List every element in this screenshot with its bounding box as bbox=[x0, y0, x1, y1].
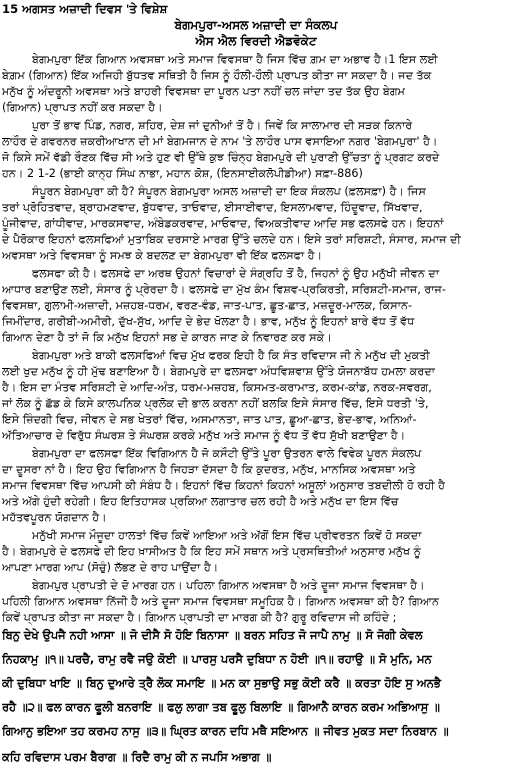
body-line: ਮਨੁੱਖ ਨੂੰ ਅੰਦਰੂਨੀ ਅਵਸਥਾ ਅਤੇ ਬਾਹਰੀ ਵਿਵਸਥਾ ਦਾ ਪੂਰਨ ਪਤਾ ਨਹੀਂ ਚਲ ਜਾਂਦਾ ਤਦ ਤੱਕ ਉਹ ਬੇਗਮ bbox=[2, 85, 405, 98]
body-line: ਬੇਗਮਪੁਰ ਪ੍ਰਾਪਤੀ ਦੇ ਦੋ ਮਾਰਗ ਹਨ। ਪਹਿਲਾ ਗਿਆਨ ਅਵਸਥਾ ਹੈ ਅਤੇ ਦੂਜਾ ਸਮਾਜ ਵਿਵਸਥਾ ਹੈ। bbox=[32, 579, 425, 592]
verse-line: ਕਹਿ ਰਵਿਦਾਸ ਪਰਮ ਬੈਰਾਗ ॥ ਰਿਦੈ ਰਾਮੁ ਕੀ ਨ ਜਪਸਿ ਅਭਾਗ ॥ bbox=[2, 750, 272, 764]
body-line: ਵਿਵਸਥਾ, ਗੁਲਾਮੀ-ਅਜ਼ਾਦੀ, ਮਜ਼ਹਬ-ਧਰਮ, ਵਰਣ-ਵੰਡ, ਜਾਤ-ਪਾਤ, ਛੂਤ-ਛਾਤ, ਮਜ਼ਦੂਰ-ਮਾਲਕ, ਕਿਸਾਨ- bbox=[2, 299, 412, 312]
body-line: ਹਨ। 2 1-2 (ਭਾਈ ਕਾਨ੍ਹ ਸਿੰਘ ਨਾਭਾ, ਮਹਾਨ ਕੋਸ਼, (ਇਨਸਾਈਕਲੋਪੀਡੀਆ) ਸਫ਼ਾ-886) bbox=[2, 167, 363, 180]
body-line: ਸੰਪੂਰਨ ਬੇਗਮਪੁਰਾ ਕੀ ਹੈ? ਸੰਪੂਰਨ ਬੇਗਮਪੁਰਾ ਅਸਲ ਅਜ਼ਾਦੀ ਦਾ ਇਕ ਸੰਕਲਪ (ਫ਼ਲਸਫ਼ਾ) ਹੈ। ਜਿਸ bbox=[32, 185, 426, 198]
body-line: ਤਰਾਂ ਪ੍ਰੋਹਿਤਵਾਦ, ਬ੍ਰਾਹਮਣਵਾਦ, ਬੁੱਧਵਾਦ, ਤਾਓਵਾਦ, ਈਸਾਈਵਾਦ, ਇਸਲਾਮਵਾਦ, ਹਿੰਦੂਵਾਦ, ਸਿੱਖਵਾਦ, bbox=[2, 201, 423, 214]
body-line: ਅੱਤਿਆਚਾਰ ਦੇ ਵਿਰੁੱਧ ਸੰਘਰਸ਼ ਤੇ ਸੰਘਰਸ਼ ਕਰਕੇ ਮਨੁੱਖ ਅਤੇ ਸਮਾਜ ਨੂੰ ਵੱਧ ਤੋਂ ਵੱਧ ਸੁੱਖੀ ਬਣਾਉਣਾ ਹੈ। bbox=[2, 429, 406, 442]
body-line: ਮਹੱਤਵਪੂਰਨ ਯੋਗਦਾਨ ਹੈ। bbox=[2, 511, 107, 524]
body-line: ਲਈ ਖੁਦ ਮਨੁੱਖ ਨੂੰ ਹੀ ਮੁੱਢ ਬਣਾਇਆ ਹੈ। ਬੇਗਮਪੁਰੇ ਦਾ ਫਲਸਫਾ ਅੰਧਵਿਸ਼ਵਾਸ਼ ਉੱਤੇ ਯੋਜਨਾਬੱਧ ਹਮਲਾ ਕਰਦਾ bbox=[2, 365, 435, 378]
body-line: ਆਧਾਰ ਬਣਾਉਣ ਲਈ, ਸੰਸਾਰ ਨੂੰ ਪ੍ਰੇਰਦਾ ਹੈ। ਫਲਸਫੇ ਦਾ ਮੁੱਖ ਕੰਮ ਵਿਸ਼ਵ-ਪ੍ਰਕਿਰਤੀ, ਸਰਿਸ਼ਟੀ-ਸਮਾਜ, ਰਾਜ- bbox=[2, 283, 446, 296]
body-line: ਇਸੇ ਜ਼ਿੰਦਗੀ ਵਿਚ, ਜੀਵਨ ਦੇ ਸਭ ਖੇਤਰਾਂ ਵਿੱਚ, ਅਸਮਾਨਤਾ, ਜਾਤ ਪਾਤ, ਛੂਆ-ਛਾਤ, ਭੇਦ-ਭਾਵ, ਅਨਿਆਂ- bbox=[2, 413, 417, 426]
body-line: ਬੇਗਮਪੁਰਾ ਇੱਕ ਗਿਆਨ ਅਵਸਥਾ ਅਤੇ ਸਮਾਜ ਵਿਵਸਥਾ ਹੈ ਜਿਸ ਵਿੱਚ ਗ਼ਮ ਦਾ ਅਭਾਵ ਹੈ।1 ਇਸ ਲਈ bbox=[32, 53, 438, 66]
body-line: ਕਿਵੇਂ ਪ੍ਰਾਪਤ ਕੀਤਾ ਜਾ ਸਕਦਾ ਹੈ। ਗਿਆਨ ਪ੍ਰਾਪਤੀ ਦਾ ਮਾਰਗ ਕੀ ਹੈ? ਗੁਰੂ ਰਵਿਦਾਸ ਜੀ ਕਹਿੰਦੇ ; bbox=[2, 611, 397, 624]
body-line: ਲਾਹੌਰ ਦੇ ਗਵਰਨਰ ਜ਼ਕਰੀਆਖਾਨ ਦੀ ਮਾਂ ਬੇਗਮਜਾਨ ਦੇ ਨਾਮ 'ਤੇ ਲਾਹੌਰ ਪਾਸ ਵਸਾਇਆ ਨਗਰ 'ਬੇਗਮਪੁਰਾ' ਹੈ। bbox=[2, 135, 438, 148]
body-line: ਪੂੰਜੀਵਾਦ, ਗਾਂਧੀਵਾਦ, ਮਾਰਕਸਵਾਦ, ਅੰਬੇਡਕਰਵਾਦ, ਮਾਓਵਾਦ, ਵਿਅਕਤੀਵਾਦ ਆਦਿ ਸਭ ਫਲਸਫੇ ਹਨ। ਇਹਨਾਂ bbox=[2, 217, 444, 230]
body-line: ਆਪਣਾ ਮਾਰਗ ਆਪ (ਸੋਚੁੰ) ਲੱਭਣ ਦੇ ਰਾਹ ਪਾਉਂਦਾ ਹੈ। bbox=[2, 561, 219, 574]
verse-line: ਬਿਨੁ ਦੇਖੇ ਉਪਜੈ ਨਹੀ ਆਸਾ ॥ ਜੋ ਦੀਸੈ ਸੋ ਹੋਇ ਬਿਨਾਸਾ ॥ ਬਰਨ ਸਹਿਤ ਜੋ ਜਾਪੈ ਨਾਮੁ ॥ ਸੋ ਜੋਗੀ ਕੇਵਲ bbox=[2, 628, 423, 642]
article-title: ਬੇਗਮਪੁਰਾ-ਅਸਲ ਅਜ਼ਾਦੀ ਦਾ ਸੰਕਲਪ bbox=[174, 18, 338, 32]
body-line: ਜੋ ਕਿਸੇ ਸਮੇਂ ਵੱਡੀ ਰੌਣਕ ਵਿੱਚ ਸੀ ਅਤੇ ਹੁਣ ਵੀ ਉੱਥੇ ਕੁਝ ਚਿੰਨ੍ਹ ਬੇਗਮਪੁਰੇ ਦੀ ਪੁਰਾਣੀ ਉੱਚਤਾ ਨੂੰ ਪ੍ਰਗਟ ਕਰਦੇ bbox=[2, 151, 440, 164]
body-line: ਬੇਗ਼ਮ (ਗਿਆਨ) ਇੱਕ ਅਜਿਹੀ ਬੁੱਧਤਵ ਸਥਿਤੀ ਹੈ ਜਿਸ ਨੂੰ ਹੌਲੀ-ਹੌਲੀ ਪ੍ਰਾਪਤ ਕੀਤਾ ਜਾ ਸਕਦਾ ਹੈ। ਜਦ ਤੱਕ bbox=[2, 69, 432, 82]
body-line: ਅਵਸਥਾ ਅਤੇ ਵਿਵਸਥਾ ਨੂੰ ਸਮਝ ਕੇ ਬਦਲਣ ਦਾ ਬੇਗਮਪੁਰਾ ਵੀ ਇੱਕ ਫਲਸਫਾ ਹੈ। bbox=[2, 249, 323, 262]
body-line: ਅਤੇ ਅੱਗੇ ਹੁੰਦੀ ਰਹੇਗੀ। ਇਹ ਇਤਿਹਾਸਕ ਪ੍ਰਕਿਆ ਲਗਾਤਾਰ ਚਲ ਰਹੀ ਹੈ ਅਤੇ ਮਨੁੱਖ ਦਾ ਇਸ ਵਿੱਚ bbox=[2, 495, 399, 508]
author-line: ਐਸ ਐਲ ਵਿਰਦੀ ਐਡਵੋਕੇਟ bbox=[195, 34, 317, 48]
verse-line: ਰਹੈ ॥੨॥ ਫਲ ਕਾਰਨ ਫੂਲੀ ਬਨਰਾਇ ॥ ਫਲੁ ਲਾਗਾ ਤਬ ਫੂਲੁ ਬਿਲਾਇ ॥ ਗਿਆਨੈ ਕਾਰਨ ਕਰਮ ਅਭਿਆਸੁ ॥ bbox=[2, 700, 440, 714]
body-line: ਦੇ ਪੈਰੋਕਾਰ ਇਹਨਾਂ ਫਲਸਫਿਆਂ ਮੁਤਾਬਿਕ ਦਰਸਾਏ ਮਾਰਗ ਉੱਤੇ ਚਲਦੇ ਹਨ। ਇਸੇ ਤਰਾਂ ਸਰਿਸ਼ਟੀ, ਸੰਸਾਰ, ਸਮਾਜ ਦੀ bbox=[2, 233, 461, 246]
body-line: ਬੇਗਮਪੁਰਾ ਅਤੇ ਬਾਕੀ ਫਲਸਫਿਆਂ ਵਿਚ ਮੁੱਖ ਫਰਕ ਇਹੀ ਹੈ ਕਿ ਸੰਤ ਰਵਿਦਾਸ ਜੀ ਨੇ ਮਨੁੱਖ ਦੀ ਮੁਕਤੀ bbox=[32, 349, 430, 362]
body-line: ਫਲਸਫਾ ਕੀ ਹੈ। ਫਲਸਫੇ ਦਾ ਅਰਥ ਉਹਨਾਂ ਵਿਚਾਰਾਂ ਦੇ ਸੰਗ੍ਰਹਿ ਤੋਂ ਹੈ, ਜਿਹਨਾਂ ਨੂੰ ਉਹ ਮਨੁੱਖੀ ਜੀਵਨ ਦਾ bbox=[32, 267, 440, 280]
body-line: ਬੇਗਮਪੁਰਾ ਦਾ ਫਲਸਫਾ ਇੱਕ ਵਿਗਿਆਨ ਹੈ ਜੋ ਕਸੌਟੀ ਉੱਤੇ ਪੂਰਾ ਉਤਰਨ ਵਾਲੇ ਵਿਵੇਕ ਪੂਰਨ ਸੰਕਲਪ bbox=[32, 447, 422, 460]
body-line: ਹੈ। ਇਸ ਦਾ ਮੰਤਵ ਸਰਿਸ਼ਟੀ ਦੇ ਆਦਿ-ਅੰਤ, ਧਰਮ-ਮਜ਼ਹਬ, ਕਿਸਮਤ-ਕਰਾਮਾਤ, ਕਰਮ-ਕਾਂਡ, ਨਰਕ-ਸਵਰਗ, bbox=[2, 381, 432, 394]
verse-line: ਗਿਆਨੁ ਭਇਆ ਤਹ ਕਰਮਹ ਨਾਸੁ ॥੩॥ ਘ੍ਰਿਤ ਕਾਰਨ ਦਧਿ ਮਥੈ ਸਇਆਨ ॥ ਜੀਵਤ ਮੁਕਤ ਸਦਾ ਨਿਰਬਾਨ ॥ bbox=[2, 724, 449, 738]
verse-line: ਕੀ ਦੁਬਿਧਾ ਖਾਇ ॥ ਬਿਨੁ ਦੁਆਰੇ ਤ੍ਰੈ ਲੋਕ ਸਮਾਇ ॥ ਮਨ ਕਾ ਸੁਭਾਉ ਸਭੁ ਕੋਈ ਕਰੈ ॥ ਕਰਤਾ ਹੋਇ ਸੁ ਅਨਭੈ bbox=[2, 676, 441, 690]
body-line: ਪਹਿਲੀ ਗਿਆਨ ਅਵਸਥਾ ਨਿੱਜੀ ਹੈ ਅਤੇ ਦੂਜਾ ਸਮਾਜ ਵਿਵਸਥਾ ਸਮੂਹਿਕ ਹੈ। ਗਿਆਨ ਅਵਸਥਾ ਕੀ ਹੈ? ਗਿਆਨ bbox=[2, 595, 439, 608]
body-line: (ਗਿਆਨ) ਪ੍ਰਾਪਤ ਨਹੀਂ ਕਰ ਸਕਦਾ ਹੈ। bbox=[2, 101, 163, 114]
body-line: ਦਾ ਦੂਸਰਾ ਨਾਂ ਹੈ। ਇਹ ਉਹ ਵਿਗਿਆਨ ਹੈ ਜਿਹੜਾ ਦੱਸਦਾ ਹੈ ਕਿ ਕੁਦਰਤ, ਮਨੁੱਖ, ਮਾਨਸਿਕ ਅਵਸਥਾ ਅਤੇ bbox=[2, 463, 416, 476]
body-line: ਗਿਆਨ ਦੇਣਾ ਹੈ ਤਾਂ ਜੋ ਕਿ ਮਨੁੱਖ ਇਹਨਾਂ ਸਭ ਦੇ ਕਾਰਨ ਜਾਣ ਕੇ ਨਿਵਾਰਣ ਕਰ ਸਕੇ। bbox=[2, 331, 332, 344]
body-line: ਮਨੁੱਖੀ ਸਮਾਜ ਮੌਜੂਦਾ ਹਾਲਤਾਂ ਵਿੱਚ ਕਿਵੇਂ ਆਇਆ ਅਤੇ ਅੱਗੋਂ ਇਸ ਵਿੱਚ ਪ੍ਰੀਵਰਤਨ ਕਿਵੇਂ ਹੋ ਸਕਦਾ bbox=[32, 529, 422, 542]
body-line: ਜਿਮੀਂਦਾਰ, ਗਰੀਬੀ-ਅਮੀਰੀ, ਦੁੱਖ-ਸੁੱਖ, ਆਦਿ ਦੇ ਭੇਦ ਖੋਲਣਾ ਹੈ। ਭਾਵ, ਮਨੁੱਖ ਨੂੰ ਇਹਨਾਂ ਬਾਰੇ ਵੱਧ ਤੋਂ ਵੱਧ bbox=[2, 315, 415, 328]
body-line: ਹੈ। ਬੇਗਮਪੁਰੇ ਦੇ ਫਲਸਫੇ ਦੀ ਇਹ ਖ਼ਾਸੀਅਤ ਹੈ ਕਿ ਇਹ ਸਮੇਂ ਸਥਾਨ ਅਤੇ ਪ੍ਰਸਥਿਤੀਆਂ ਅਨੁਸਾਰ ਮਨੁੱਖ ਨੂੰ bbox=[2, 545, 421, 558]
header-line: 15 ਅਗਸਤ ਅਜ਼ਾਦੀ ਦਿਵਸ 'ਤੇ ਵਿਸ਼ੇਸ਼ bbox=[2, 2, 168, 16]
body-line: ਸਮਾਜ ਵਿਵਸਥਾ ਵਿੱਚ ਆਪਸੀ ਕੀ ਸੰਬੰਧ ਹੈ। ਇਹਨਾਂ ਵਿੱਚ ਕਿਹਨਾਂ ਕਿਹਨਾਂ ਅਸੂਲਾਂ ਅਨੁਸਾਰ ਤਬਦੀਲੀ ਹੋ ਰਹੀ ਹੈ bbox=[2, 479, 445, 492]
verse-line: ਨਿਹਕਾਮੁ ॥੧॥ ਪਰਚੈ, ਰਾਮੁ ਰਵੈ ਜਉ ਕੋਈ ॥ ਪਾਰਸੁ ਪਰਸੈ ਦੁਬਿਧਾ ਨ ਹੋਈ ॥੧॥ ਰਹਾਉ ॥ ਸੋ ਮੁਨਿ, ਮਨ bbox=[2, 652, 432, 666]
body-line: ਪੁਰਾ ਤੋਂ ਭਾਵ ਪਿੰਡ, ਨਗਰ, ਸ਼ਹਿਰ, ਦੇਸ਼ ਜਾਂ ਦੁਨੀਆਂ ਤੋਂ ਹੈ। ਜਿਵੇਂ ਕਿ ਸਾਲਾਮਾਰ ਦੀ ਸੜਕ ਕਿਨਾਰੇ bbox=[32, 119, 413, 132]
body-line: ਜਾਂ ਲੋਕ ਨੂੰ ਛੱਡ ਕੇ ਕਿਸੇ ਕਾਲਪਨਿਕ ਪ੍ਰਲੋਕ ਦੀ ਭਾਲ ਕਰਨਾ ਨਹੀਂ ਬਲਕਿ ਇਸੇ ਸੰਸਾਰ ਵਿੱਚ, ਇਸੇ ਧਰਤੀ 'ਤੇ, bbox=[2, 397, 429, 410]
